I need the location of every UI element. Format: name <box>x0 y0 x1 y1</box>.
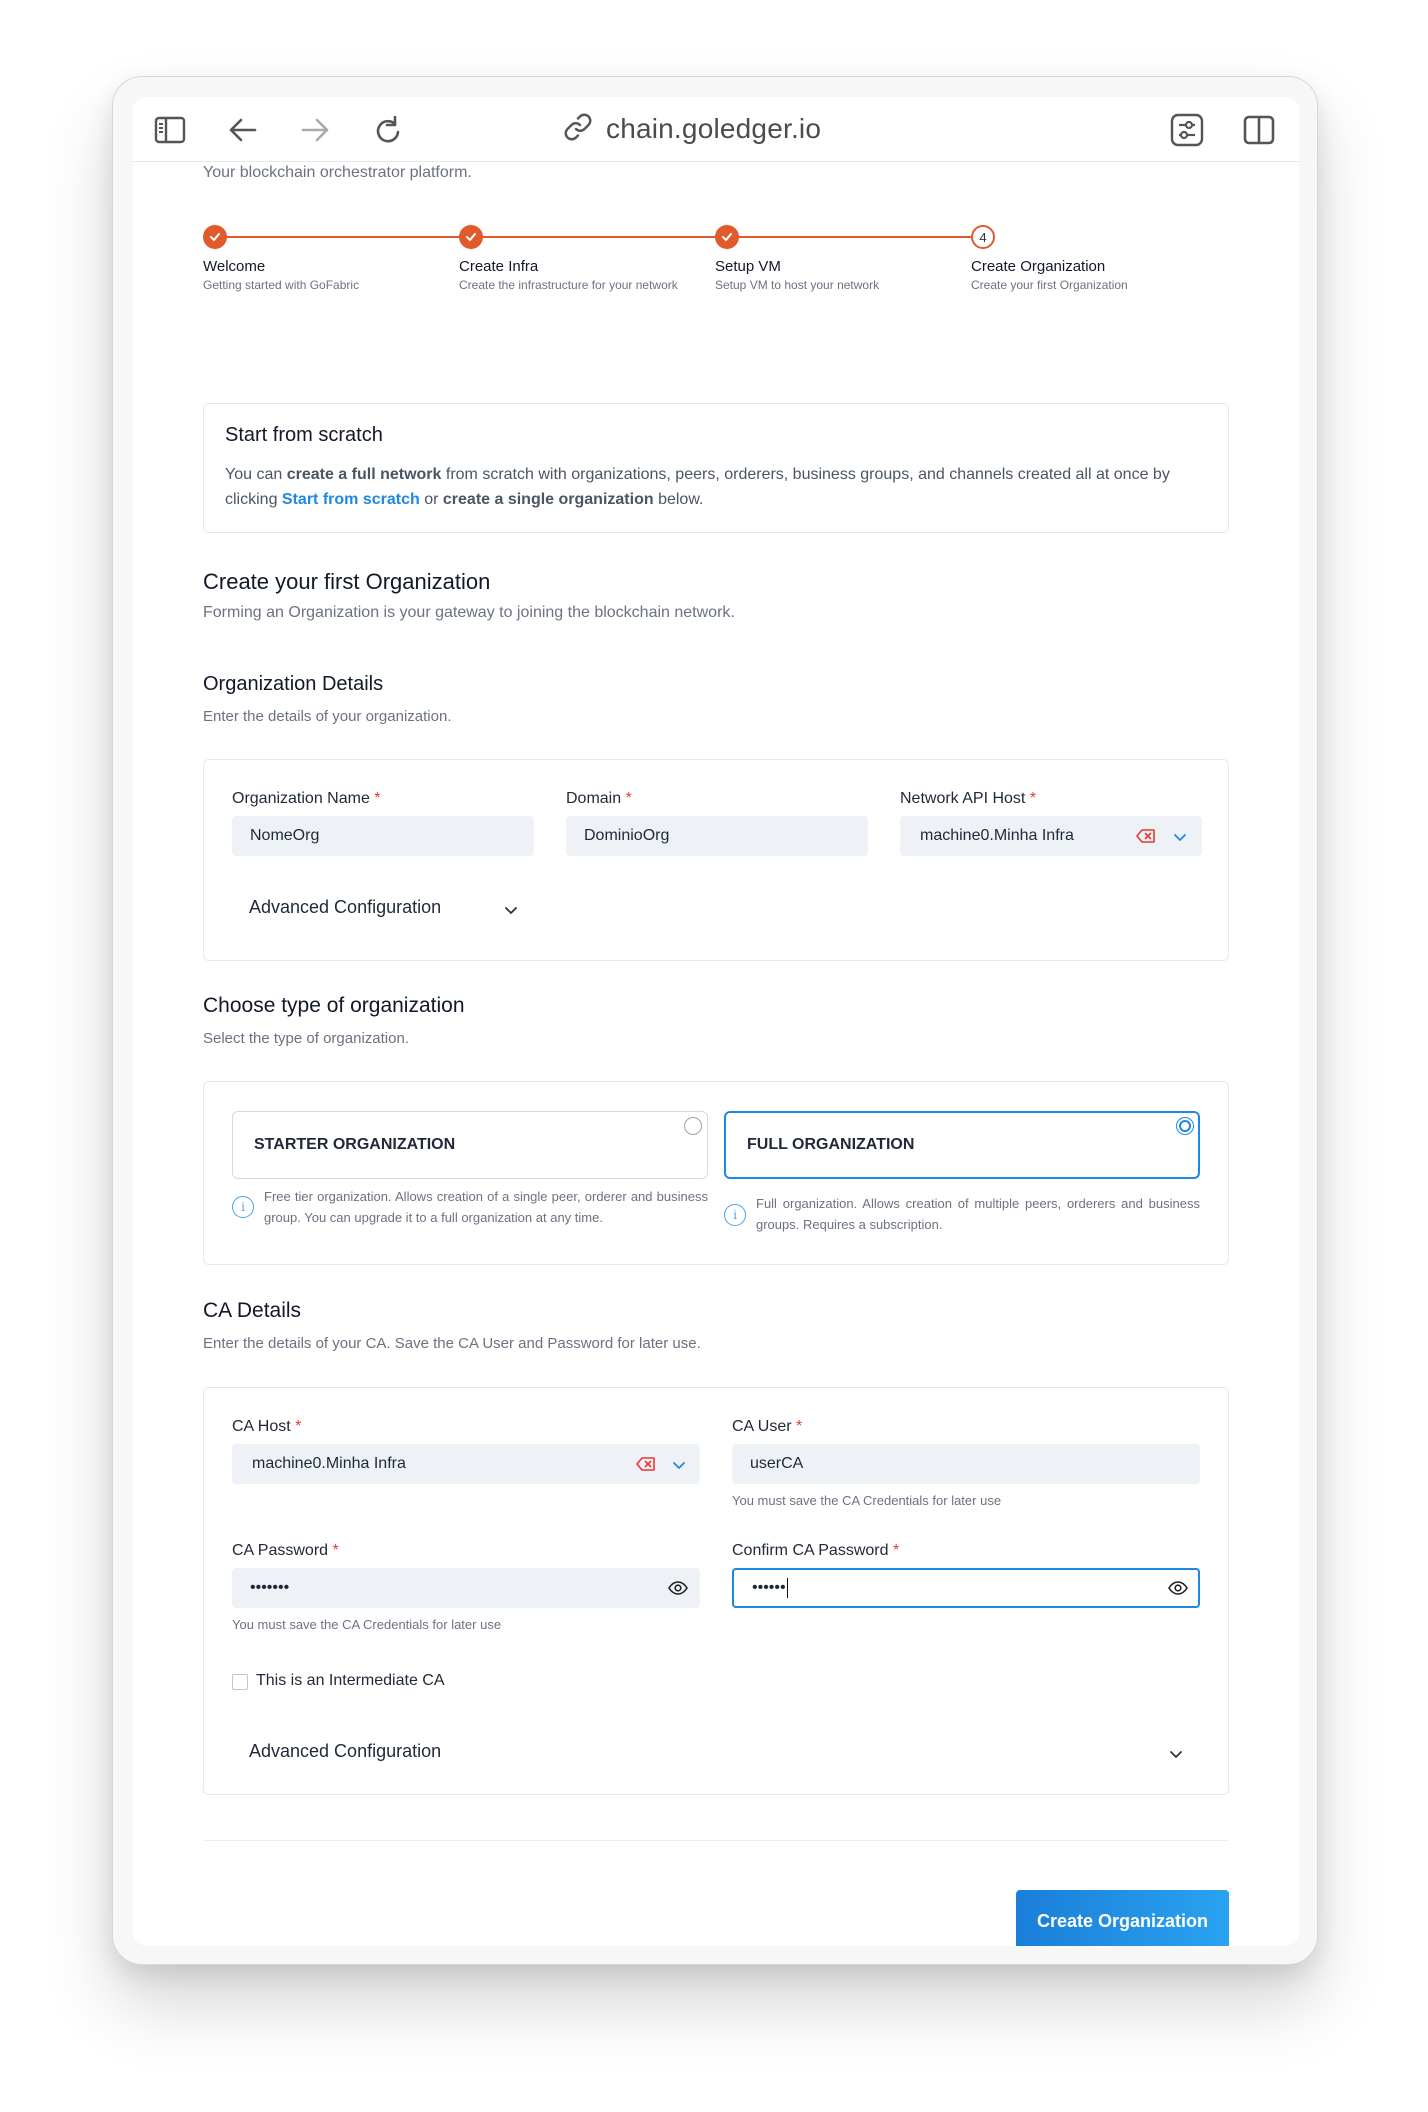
full-org-option[interactable]: FULL ORGANIZATION <box>724 1111 1200 1179</box>
eye-icon[interactable] <box>1168 1580 1188 1601</box>
step-done-check-icon <box>203 225 227 249</box>
ca-user-input[interactable]: userCA <box>732 1444 1200 1484</box>
page-subtitle: Forming an Organization is your gateway to joining the blockchain network. <box>203 604 735 621</box>
forward-arrow-icon[interactable] <box>296 111 334 149</box>
start-from-scratch-card <box>203 403 1229 533</box>
start-from-scratch-link[interactable]: Start from scratch <box>281 491 420 508</box>
browser-viewport <box>133 97 1299 1946</box>
ca-host-label: CA Host * <box>232 1418 302 1435</box>
full-org-description: Full organization. Allows creation of multiple peers, orderers and business groups. Requires a subscription. <box>756 1196 1200 1232</box>
scratch-title: Start from scratch <box>225 424 383 446</box>
chevron-down-icon[interactable] <box>504 903 518 921</box>
page-content <box>133 163 1299 1946</box>
org-name-input[interactable]: NomeOrg <box>232 816 534 856</box>
full-org-radio[interactable] <box>1176 1117 1194 1135</box>
url-text: chain.goledger.io <box>606 113 822 144</box>
org-details-card <box>203 759 1229 961</box>
ca-details-card <box>203 1387 1229 1795</box>
step-title: Setup VM <box>715 258 781 275</box>
section-title: CA Details <box>203 1299 302 1322</box>
ca-password-value: ••••••• <box>250 1579 290 1596</box>
ca-user-label: CA User * <box>732 1418 803 1435</box>
reload-icon[interactable] <box>369 111 407 149</box>
settings-sliders-icon[interactable] <box>1168 111 1206 149</box>
network-api-host-label: Network API Host * <box>900 790 1037 807</box>
org-type-card <box>203 1081 1229 1265</box>
browser-toolbar <box>133 97 1299 162</box>
stepper-line <box>215 236 981 238</box>
step-current-number: 4 <box>971 225 995 249</box>
chevron-down-icon[interactable] <box>1173 830 1187 848</box>
sidebar-toggle-icon[interactable] <box>151 111 189 149</box>
confirm-ca-password-label: Confirm CA Password * <box>732 1542 900 1559</box>
section-subtitle: Enter the details of your organization. <box>203 708 452 725</box>
eye-icon[interactable] <box>668 1580 688 1601</box>
section-subtitle: Enter the details of your CA. Save the CA User and Password for later use. <box>203 1335 701 1352</box>
ca-password-input[interactable] <box>232 1568 700 1608</box>
step-title: Create Infra <box>459 258 539 275</box>
ca-host-select[interactable] <box>232 1444 700 1484</box>
split-view-icon[interactable] <box>1240 111 1278 149</box>
clear-icon[interactable] <box>636 1456 656 1477</box>
intermediate-ca-label: This is an Intermediate CA <box>256 1672 445 1689</box>
intermediate-ca-checkbox[interactable] <box>232 1674 248 1690</box>
step-title: Create Organization <box>971 258 1106 275</box>
info-icon: i <box>232 1196 254 1218</box>
step-subtitle: Setup VM to host your network <box>715 278 880 292</box>
network-api-host-value: machine0.Minha Infra <box>920 827 1074 844</box>
network-api-host-select[interactable] <box>900 816 1202 856</box>
ca-host-value: machine0.Minha Infra <box>252 1455 406 1472</box>
address-bar[interactable] <box>564 109 821 149</box>
browser-window <box>112 76 1318 1965</box>
step-subtitle: Create the infrastructure for your network <box>459 278 678 292</box>
step-subtitle: Create your first Organization <box>971 278 1128 292</box>
divider <box>203 1840 1229 1841</box>
chevron-down-icon[interactable] <box>672 1458 686 1476</box>
section-subtitle: Select the type of organization. <box>203 1030 409 1047</box>
ca-user-hint: You must save the CA Credentials for later use <box>732 1493 1002 1508</box>
step-subtitle: Getting started with GoFabric <box>203 278 360 292</box>
section-title: Organization Details <box>203 673 384 695</box>
advanced-config-toggle[interactable]: Advanced Configuration <box>249 897 442 917</box>
ca-password-hint: You must save the CA Credentials for later use <box>232 1617 502 1632</box>
step-title: Welcome <box>203 258 266 275</box>
text-cursor <box>787 1578 789 1598</box>
confirm-ca-password-input[interactable] <box>732 1568 1200 1608</box>
step-done-check-icon <box>459 225 483 249</box>
ca-password-label: CA Password * <box>232 1542 339 1559</box>
confirm-ca-password-value: •••••• <box>752 1579 786 1596</box>
domain-label: Domain * <box>566 790 632 807</box>
step-done-check-icon <box>715 225 739 249</box>
starter-org-description: Free tier organization. Allows creation of a single peer, orderer and business group. You can upgrade it to a full organization at any time. <box>264 1189 708 1225</box>
section-title: Choose type of organization <box>203 994 465 1017</box>
starter-org-radio[interactable] <box>684 1117 702 1135</box>
link-icon <box>564 113 592 146</box>
ca-advanced-config-toggle[interactable]: Advanced Configuration <box>249 1741 442 1761</box>
starter-org-option[interactable]: STARTER ORGANIZATION <box>232 1111 708 1179</box>
info-icon: i <box>724 1204 746 1226</box>
domain-input[interactable]: DominioOrg <box>566 816 868 856</box>
clear-icon[interactable] <box>1136 828 1156 849</box>
back-arrow-icon[interactable] <box>224 111 262 149</box>
page-title: Create your first Organization <box>203 569 491 594</box>
scratch-text: You can create a full network from scratch with organizations, peers, orderers, business groups, and channels created all at once by clicking Start from scratch or create a single organization below. <box>225 466 1170 508</box>
create-organization-button[interactable]: Create Organization <box>1016 1890 1229 1946</box>
org-name-label: Organization Name * <box>232 790 381 807</box>
chevron-down-icon[interactable] <box>1169 1747 1183 1765</box>
platform-subtitle: Your blockchain orchestrator platform. <box>203 164 472 181</box>
